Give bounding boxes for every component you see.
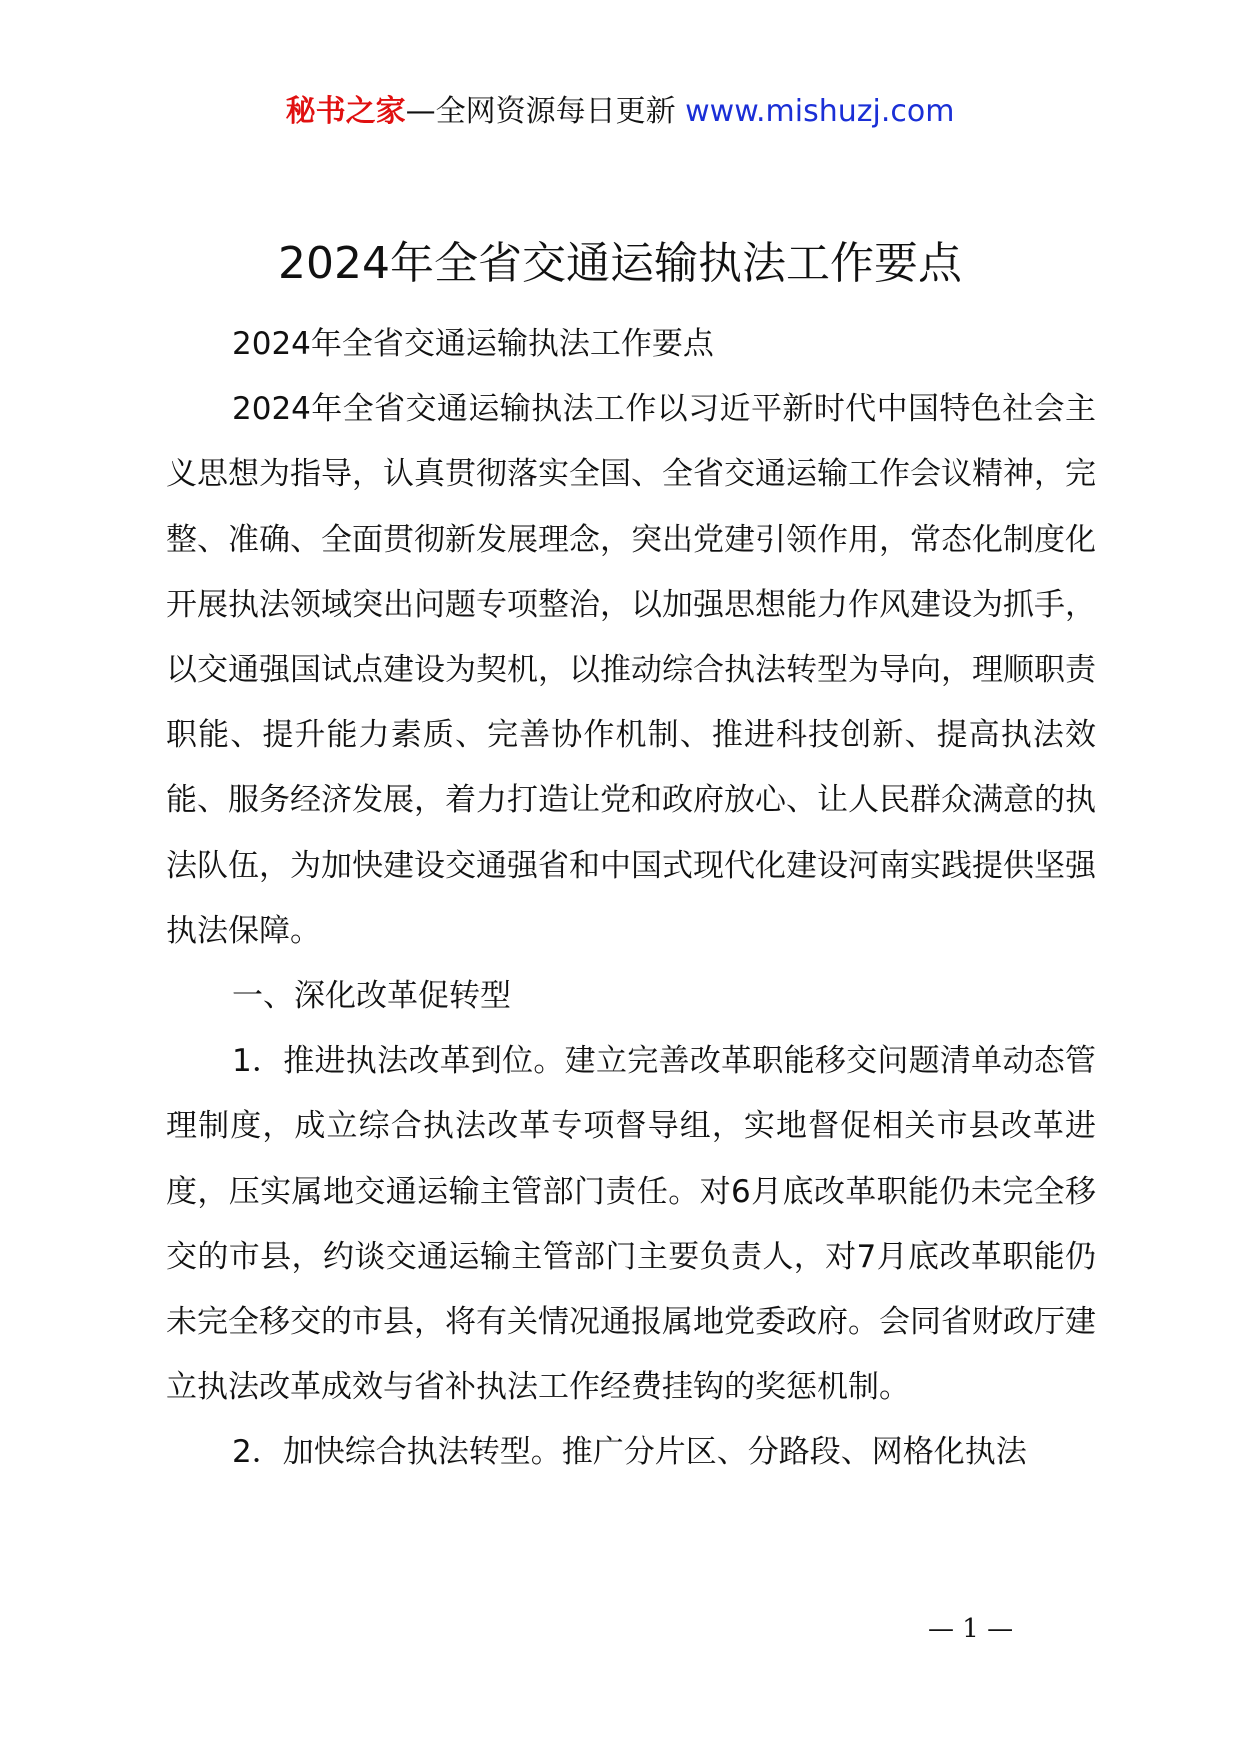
document-title: 2024年全省交通运输执法工作要点 xyxy=(278,238,962,289)
site-url[interactable]: www.mishuzj.com xyxy=(685,94,955,129)
item-paragraph-1: 1．推进执法改革到位。建立完善改革职能移交问题清单动态管理制度，成立综合执法改革专项督导组，实地督促相关市县改革进度，压实属地交通运输主管部门责任。对6月底改革职能仍未完全移交的市县，约谈交通运输主管部门主要负责人，对7月底改革职能仍未完全移交的市县，将有关情况通报属地党委政府。会同省财政厅建立执法改革成效与省补执法工作经费挂钩的奖惩机制。 xyxy=(166,1043,1096,1406)
subtitle-paragraph: 2024年全省交通运输执法工作要点 xyxy=(232,326,714,362)
site-slogan: —全网资源每日更新 xyxy=(405,94,676,129)
intro-paragraph: 2024年全省交通运输执法工作以习近平新时代中国特色社会主义思想为指导，认真贯彻落实全国、全省交通运输工作会议精神，完整、准确、全面贯彻新发展理念，突出党建引领作用，常态化制度化开展执法领域突出问题专项整治，以加强思想能力作风建设为抓手，以交通强国试点建设为契机，以推动综合执法转型为导向，理顺职责职能、提升能力素质、完善协作机制、推进科技创新、提高执法效能、服务经济发展，着力打造让党和政府放心、让人民群众满意的执法队伍，为加快建设交通强省和中国式现代化建设河南实践提供坚强执法保障。 xyxy=(166,391,1096,949)
item-paragraph-2: 2．加快综合执法转型。推广分片区、分路段、网格化执法 xyxy=(232,1434,1027,1471)
watermark-header xyxy=(0,92,1240,132)
page-number: — 1 — xyxy=(928,1614,1014,1644)
document-body xyxy=(166,312,1096,1486)
site-name: 秘书之家 xyxy=(285,94,406,129)
section-heading: 一、深化改革促转型 xyxy=(232,978,511,1015)
